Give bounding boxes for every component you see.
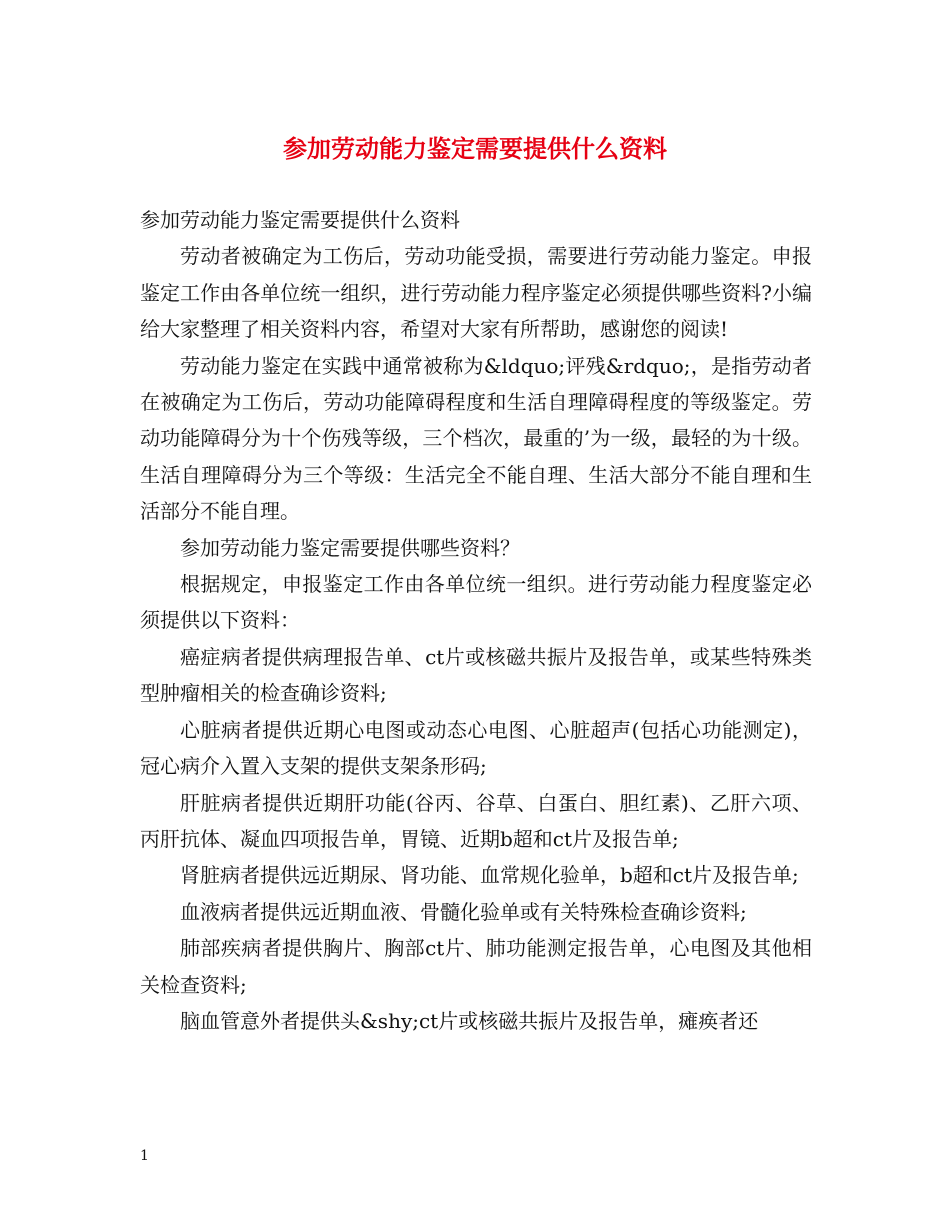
list-item: 肺部疾病者提供胸片、胸部ct片、肺功能测定报告单，心电图及其他相关检查资料; <box>140 936 812 997</box>
body-paragraph: 劳动能力鉴定在实践中通常被称为&ldquo;评残&rdquo;，是指劳动者在被确定为工伤后，劳动功能障碍程度和生活自理障碍程度的等级鉴定。劳动功能障碍分为十个伤残等级，三个档次，最重的’为一级，最轻的为十级。生活自理障碍分为三个等级：生活完全不能自理、生活大部分不能自理和生活部分不能自理。 <box>140 353 812 524</box>
page-title: 参加劳动能力鉴定需要提供什么资料 <box>283 134 667 163</box>
subtitle-paragraph: 参加劳动能力鉴定需要提供什么资料 <box>140 208 460 232</box>
body-paragraph: 劳动者被确定为工伤后，劳动功能受损，需要进行劳动能力鉴定。申报鉴定工作由各单位统一组织，进行劳动能力程序鉴定必须提供哪些资料?小编给大家整理了相关资料内容，希望对大家有所帮助，感谢您的阅读! <box>140 244 812 342</box>
list-item: 心脏病者提供近期心电图或动态心电图、心脏超声(包括心功能测定)，冠心病介入置入支架的提供支架条形码; <box>140 717 812 779</box>
list-item: 肝脏病者提供近期肝功能(谷丙、谷草、白蛋白、胆红素)、乙肝六项、丙肝抗体、凝血四项报告单，胃镜、近期b超和ct片及报告单; <box>140 790 812 851</box>
list-item: 肾脏病者提供远近期尿、肾功能、血常规化验单，b超和ct片及报告单; <box>180 863 799 888</box>
list-item: 血液病者提供远近期血液、骨髓化验单或有关特殊检查确诊资料; <box>180 899 747 924</box>
page-number: 1 <box>140 1148 149 1164</box>
body-paragraph: 根据规定，申报鉴定工作由各单位统一组织。进行劳动能力程度鉴定必须提供以下资料： <box>140 572 812 633</box>
list-item: 癌症病者提供病理报告单、ct片或核磁共振片及报告单，或某些特殊类型肿瘤相关的检查确诊资料; <box>140 644 812 706</box>
list-item: 脑血管意外者提供头&shy;ct片或核磁共振片及报告单，瘫痪者还 <box>180 1008 759 1033</box>
section-question: 参加劳动能力鉴定需要提供哪些资料？ <box>180 535 520 560</box>
document-body <box>140 202 812 1039</box>
